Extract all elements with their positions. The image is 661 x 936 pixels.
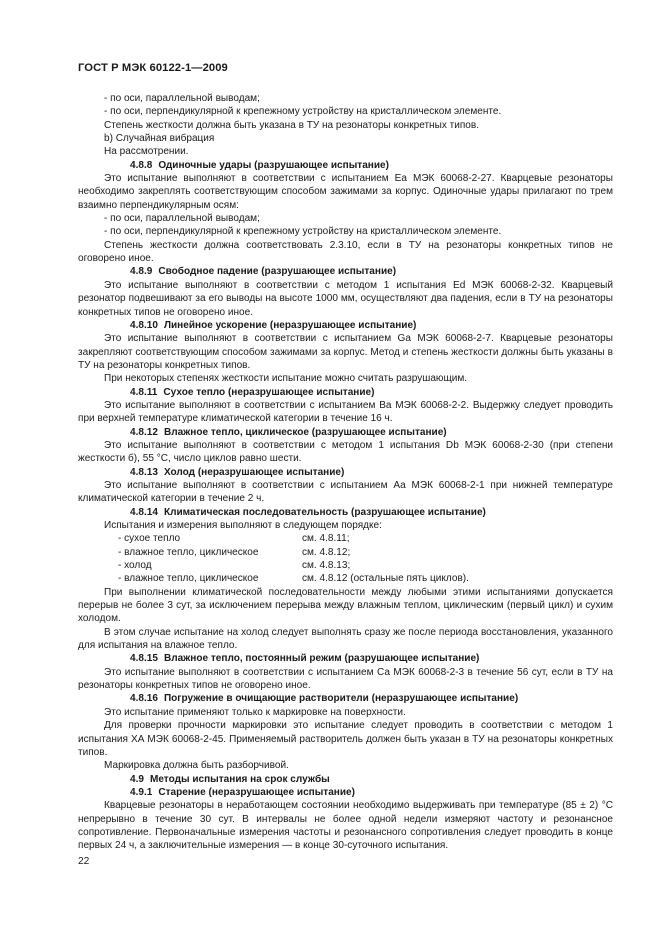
section-number: 4.8.14 <box>130 506 158 518</box>
paragraph: Это испытание выполняют в соответствии с испытанием Еа МЭК 60068-2-27. Кварцевые резонаторы необходимо закреплять соответствующим способом зажимами за корпус. Одиночные удары прилагают по трем взаимно перпендикулярным осям: <box>78 173 613 211</box>
test-name: - холод <box>118 560 152 572</box>
section-heading <box>78 466 613 479</box>
paragraph: Это испытание выполняют в соответствии с методом 1 испытания Ed МЭК 60068-2-32. Кварцевый резонатор подвешивают за его выводы на высоте 1000 мм, осуществляют два падения, если в ТУ на резонаторы конкретных типов не оговорено иное. <box>78 279 613 318</box>
section-heading <box>78 159 613 172</box>
test-reference: см. 4.8.12 (остальные пять циклов). <box>302 573 469 585</box>
section-number: 4.8.10 <box>130 319 158 331</box>
paragraph: b) Случайная вибрация <box>104 133 215 145</box>
section-heading <box>78 786 613 799</box>
section-title: Одиночные удары (разрушающее испытание) <box>158 159 389 171</box>
section-title: Холод (неразрушающее испытание) <box>163 466 345 478</box>
paragraph: Кварцевые резонаторы в неработающем состоянии необходимо выдерживать при температуре (85 ± 2) °С непрерывно в течение 30 сут. В интервалы не более одной недели измеряют частоту и резонансное сопротивление. Первоначальные измерения частоты и резонансного сопротивления следует проводить в конце первых 24 ч, а заключительные измерения — в конце 30-суточного испытания. <box>78 800 613 852</box>
section-title: Старение (неразрушающее испытание) <box>158 786 355 798</box>
paragraph: - по оси, перпендикулярной к крепежному устройству на кристаллическом элементе. <box>104 226 502 238</box>
section-number: 4.8.9 <box>130 266 153 278</box>
test-sequence-list <box>78 532 613 585</box>
section-heading <box>78 265 613 278</box>
paragraph: Это испытание выполняют в соответствии с испытанием Ва МЭК 60068-2-2. Выдержку следует проводить при верхней температуре климатической категории в течение 16 ч. <box>78 399 613 425</box>
paragraph: Маркировка должна быть разборчивой. <box>104 760 289 772</box>
list-item <box>118 532 613 545</box>
section-heading <box>78 652 613 665</box>
list-item <box>118 546 613 559</box>
paragraph: - по оси, параллельной выводам; <box>104 213 260 225</box>
section-number: 4.8.15 <box>130 653 158 665</box>
section-title: Влажное тепло, постоянный режим (разрушающее испытание) <box>163 653 480 665</box>
section-heading <box>78 773 613 786</box>
section-heading <box>78 506 613 519</box>
test-name: - влажное тепло, циклическое <box>118 573 259 585</box>
section-number: 4.8.13 <box>130 466 158 478</box>
section-title: Сухое тепло (неразрушающее испытание) <box>163 386 375 398</box>
section-heading <box>78 386 613 399</box>
paragraph: Это испытание выполняют в соответствии с испытанием Са МЭК 60068-2-3 в течение 56 сут, если в ТУ на резонаторы конкретных типов не оговорено иное. <box>78 666 613 692</box>
section-title: Влажное тепло, циклическое (разрушающее испытание) <box>163 426 447 438</box>
section-number: 4.8.8 <box>130 159 153 171</box>
paragraph: Это испытание применяют только к маркировке на поверхности. <box>104 706 406 718</box>
section-title: Климатическая последовательность (разрушающее испытание) <box>163 506 486 518</box>
paragraph: Это испытание выполняют в соответствии с испытанием Ga МЭК 60068-2-7. Кварцевые резонаторы закрепляют соответствующим способом зажимами за корпус. Метод и степень жесткости должны быть указаны в ТУ на резонаторы конкретных типов. <box>78 333 613 371</box>
section-number: 4.8.16 <box>130 693 158 705</box>
section-number: 4.9.1 <box>130 786 153 798</box>
paragraph: При выполнении климатической последовательности между любыми этими испытаниями допускается перерыв не более 3 сут, за исключением перерыва между влажным теплом, циклическим (первый цикл) и сухим холодом. <box>78 586 613 625</box>
document-header: ГОСТ Р МЭК 60122-1—2009 <box>78 62 228 74</box>
section-title: Линейное ускорение (неразрушающее испытание) <box>163 319 417 331</box>
section-number: 4.8.11 <box>130 386 158 398</box>
paragraph: На рассмотрении. <box>104 146 189 158</box>
section-heading <box>78 319 613 332</box>
section-title: Свободное падение (разрушающее испытание) <box>158 266 397 278</box>
paragraph: При некоторых степенях жесткости испытание можно считать разрушающим. <box>104 373 468 385</box>
paragraph: В этом случае испытание на холод следует выполнять сразу же после периода восстановления, указанного для испытания на влажное тепло. <box>78 626 613 652</box>
section-title: Методы испытания на срок службы <box>149 773 330 785</box>
test-reference: см. 4.8.11; <box>302 533 350 545</box>
list-item <box>118 572 613 585</box>
section-title: Погружение в очищающие растворители (неразрушающее испытание) <box>163 693 519 705</box>
paragraph: Степень жесткости должна соответствовать 2.3.10, если в ТУ на резонаторы конкретных типов не оговорено иное. <box>78 239 613 265</box>
paragraph: Это испытание выполняют в соответствии с испытанием Аа МЭК 60068-2-1 при нижней температуре климатической категории в течение 2 ч. <box>78 479 613 505</box>
paragraph: Это испытание выполняют в соответствии с методом 1 испытания Db МЭК 60068-2-30 (при степени жесткости б), 55 °С, число циклов равно шести. <box>78 439 613 465</box>
section-number: 4.9 <box>130 773 144 785</box>
document-body <box>78 92 613 853</box>
page-number: 22 <box>78 856 90 867</box>
paragraph: Для проверки прочности маркировки это испытание следует проводить в соответствии с методом 1 испытания ХА МЭК 60068-2-45. Применяемый растворитель должен быть указан в ТУ на резонаторы конкретных типов. <box>78 720 613 758</box>
section-heading <box>78 426 613 439</box>
test-reference: см. 4.8.13; <box>302 560 351 572</box>
test-name: - сухое тепло <box>118 533 181 545</box>
section-number: 4.8.12 <box>130 426 158 438</box>
paragraph: - по оси, параллельной выводам; <box>104 93 260 104</box>
test-reference: см. 4.8.12; <box>302 546 351 558</box>
paragraph: - по оси, перпендикулярной к крепежному устройству на кристаллическом элементе. <box>104 106 502 118</box>
paragraph: Испытания и измерения выполняют в следующем порядке: <box>104 520 382 531</box>
list-item <box>118 559 613 572</box>
section-heading <box>78 692 613 705</box>
paragraph: Степень жесткости должна быть указана в ТУ на резонаторы конкретных типов. <box>104 119 480 131</box>
test-name: - влажное тепло, циклическое <box>118 546 259 558</box>
